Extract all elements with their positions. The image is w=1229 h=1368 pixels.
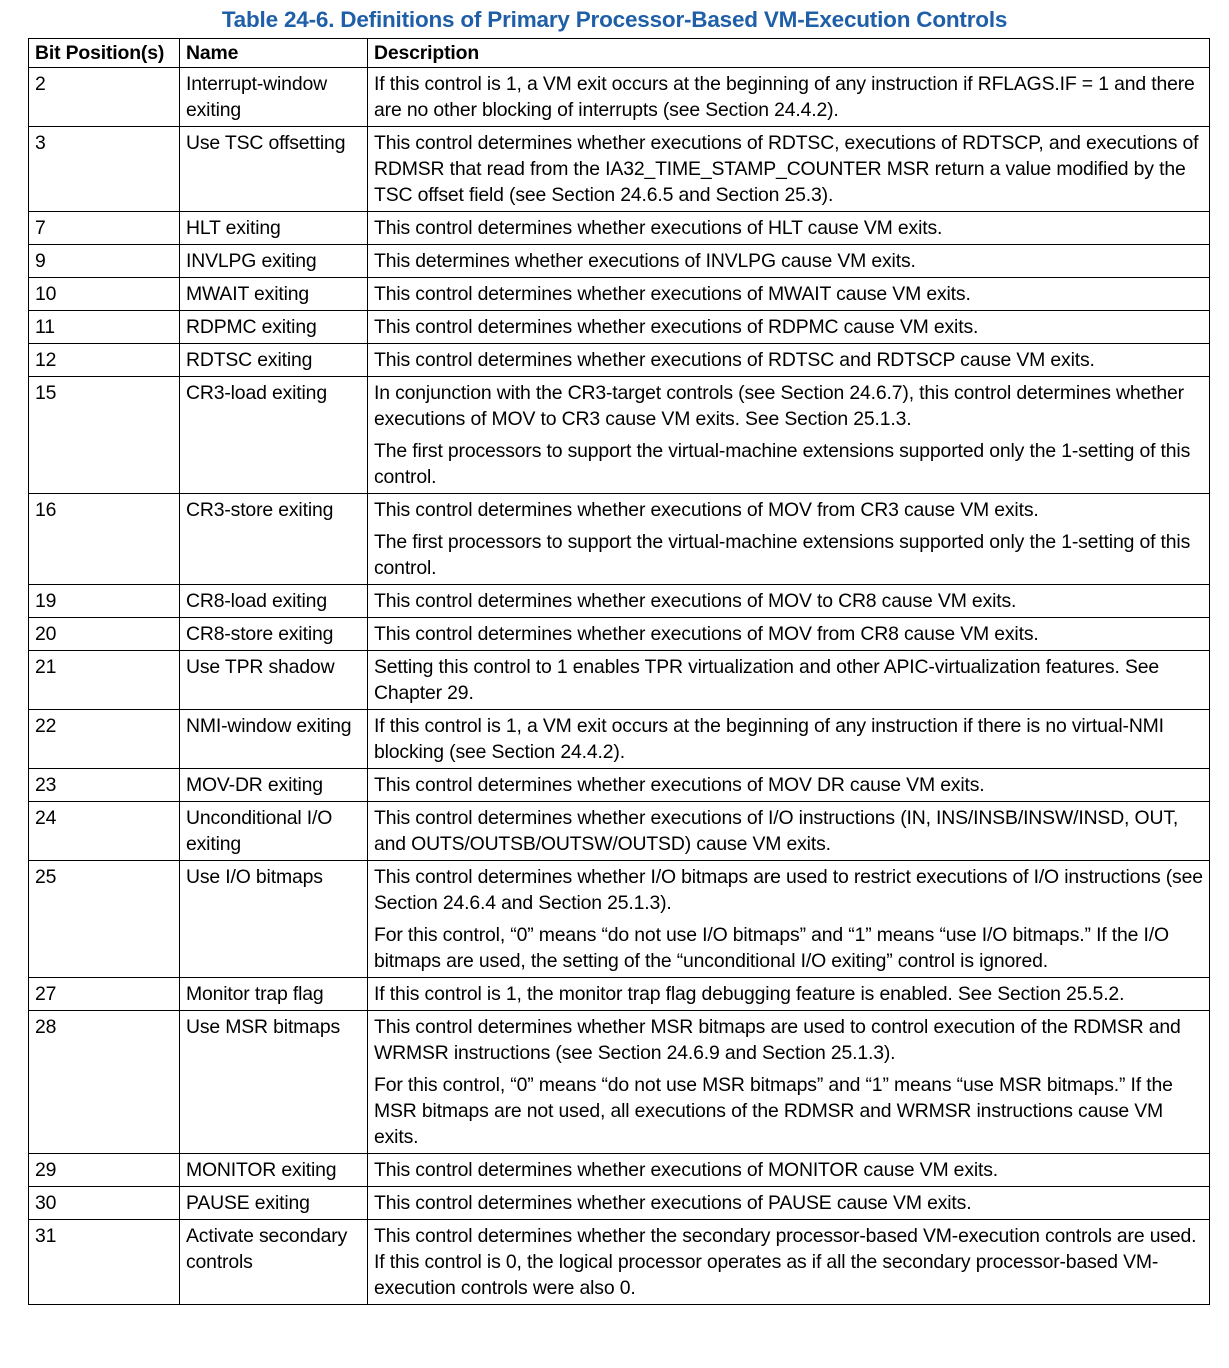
description-cell [368, 1011, 1210, 1154]
bit-position-cell: 22 [29, 710, 180, 769]
description-cell [368, 978, 1210, 1011]
table-row [29, 1011, 1210, 1154]
description-paragraph: This control determines whether executions of HLT cause VM exits. [374, 217, 943, 239]
description-paragraph: This control determines whether the secondary processor-based VM-execution controls are used. If this control is 0, the logical processor operates as if all the secondary processor-based VM-execution controls were also 0. [374, 1225, 1197, 1299]
bit-position-cell: 10 [29, 278, 180, 311]
table-row [29, 585, 1210, 618]
description-paragraph: If this control is 1, a VM exit occurs at the beginning of any instruction if RFLAGS.IF = 1 and there are no other blocking of interrupts (see Section 24.4.2). [374, 73, 1195, 121]
bit-position-cell: 15 [29, 377, 180, 494]
table-row [29, 68, 1210, 127]
table-row [29, 377, 1210, 494]
control-name-cell: RDPMC exiting [180, 311, 368, 344]
control-name-cell: CR8-store exiting [180, 618, 368, 651]
table-row [29, 212, 1210, 245]
table-row [29, 127, 1210, 212]
table-row [29, 245, 1210, 278]
control-name-cell: HLT exiting [180, 212, 368, 245]
bit-position-cell: 27 [29, 978, 180, 1011]
description-paragraph: If this control is 1, the monitor trap flag debugging feature is enabled. See Section 25.5.2. [374, 983, 1125, 1005]
description-cell [368, 710, 1210, 769]
table-row [29, 618, 1210, 651]
bit-position-cell: 19 [29, 585, 180, 618]
control-name-cell: CR3-store exiting [180, 494, 368, 585]
description-cell [368, 311, 1210, 344]
control-name-cell: Use I/O bitmaps [180, 861, 368, 978]
table-row [29, 861, 1210, 978]
description-paragraph: The first processors to support the virtual-machine extensions supported only the 1-setting of this control. [374, 440, 1191, 488]
description-paragraph: This control determines whether MSR bitmaps are used to control execution of the RDMSR and WRMSR instructions (see Section 24.6.9 and Section 25.1.3). [374, 1016, 1181, 1064]
bit-position-cell: 2 [29, 68, 180, 127]
description-cell [368, 245, 1210, 278]
bit-position-cell: 29 [29, 1154, 180, 1187]
table-row [29, 769, 1210, 802]
bit-position-cell: 30 [29, 1187, 180, 1220]
table-row [29, 1154, 1210, 1187]
control-name-cell: INVLPG exiting [180, 245, 368, 278]
vm-execution-controls-table [28, 38, 1210, 1305]
control-name-cell: Interrupt-window exiting [180, 68, 368, 127]
control-name-cell: MOV-DR exiting [180, 769, 368, 802]
description-cell [368, 377, 1210, 494]
bit-position-cell: 9 [29, 245, 180, 278]
bit-position-cell: 11 [29, 311, 180, 344]
table-caption: Table 24-6. Definitions of Primary Processor-Based VM-Execution Controls [221, 7, 1008, 32]
description-paragraph: In conjunction with the CR3-target controls (see Section 24.6.7), this control determines whether executions of MOV to CR3 cause VM exits. See Section 25.1.3. [374, 382, 1184, 430]
table-row [29, 278, 1210, 311]
control-name-cell: PAUSE exiting [180, 1187, 368, 1220]
description-cell [368, 1187, 1210, 1220]
description-paragraph: This control determines whether executions of MOV DR cause VM exits. [374, 774, 985, 796]
header-row [29, 39, 1210, 68]
description-paragraph: For this control, “0” means “do not use MSR bitmaps” and “1” means “use MSR bitmaps.” If the MSR bitmaps are not used, all executions of the RDMSR and WRMSR instructions cause VM exits. [374, 1074, 1173, 1148]
column-header-description: Description [368, 39, 1210, 68]
description-cell [368, 585, 1210, 618]
description-paragraph: This control determines whether executions of I/O instructions (IN, INS/INSB/INSW/INSD, OUT, and OUTS/OUTSB/OUTSW/OUTSD) cause VM exits. [374, 807, 1179, 855]
description-paragraph: This control determines whether executions of RDTSC and RDTSCP cause VM exits. [374, 349, 1095, 371]
control-name-cell: CR8-load exiting [180, 585, 368, 618]
control-name-cell: MWAIT exiting [180, 278, 368, 311]
bit-position-cell: 16 [29, 494, 180, 585]
bit-position-cell: 7 [29, 212, 180, 245]
description-paragraph: If this control is 1, a VM exit occurs at the beginning of any instruction if there is no virtual-NMI blocking (see Section 24.4.2). [374, 715, 1164, 763]
description-paragraph: This control determines whether executions of RDTSC, executions of RDTSCP, and executions of RDMSR that read from the IA32_TIME_STAMP_COUNTER MSR return a value modified by the TSC offset field (see Section 24.6.5 and Section 25.3). [374, 132, 1199, 206]
description-cell [368, 127, 1210, 212]
table-row [29, 978, 1210, 1011]
table-row [29, 1220, 1210, 1305]
table-row [29, 802, 1210, 861]
bit-position-cell: 21 [29, 651, 180, 710]
description-paragraph: The first processors to support the virtual-machine extensions supported only the 1-setting of this control. [374, 531, 1191, 579]
description-paragraph: This control determines whether executions of RDPMC cause VM exits. [374, 316, 979, 338]
control-name-cell: Use TPR shadow [180, 651, 368, 710]
bit-position-cell: 12 [29, 344, 180, 377]
description-cell [368, 651, 1210, 710]
description-paragraph: Setting this control to 1 enables TPR virtualization and other APIC-virtualization features. See Chapter 29. [374, 656, 1159, 704]
table-row [29, 651, 1210, 710]
description-paragraph: This control determines whether executions of MONITOR cause VM exits. [374, 1159, 999, 1181]
description-cell [368, 861, 1210, 978]
table-row [29, 311, 1210, 344]
description-cell [368, 618, 1210, 651]
bit-position-cell: 31 [29, 1220, 180, 1305]
control-name-cell: Use MSR bitmaps [180, 1011, 368, 1154]
control-name-cell: Unconditional I/O exiting [180, 802, 368, 861]
bit-position-cell: 28 [29, 1011, 180, 1154]
description-cell [368, 68, 1210, 127]
description-paragraph: This control determines whether I/O bitmaps are used to restrict executions of I/O instructions (see Section 24.6.4 and Section 25.1.3). [374, 866, 1203, 914]
description-paragraph: This control determines whether executions of MWAIT cause VM exits. [374, 283, 971, 305]
table-row [29, 344, 1210, 377]
description-paragraph: This control determines whether executions of PAUSE cause VM exits. [374, 1192, 972, 1214]
description-paragraph: This control determines whether executions of MOV from CR3 cause VM exits. [374, 499, 1039, 521]
bit-position-cell: 20 [29, 618, 180, 651]
control-name-cell: Use TSC offsetting [180, 127, 368, 212]
description-cell [368, 802, 1210, 861]
description-paragraph: This control determines whether executions of MOV from CR8 cause VM exits. [374, 623, 1039, 645]
description-paragraph: This control determines whether executions of MOV to CR8 cause VM exits. [374, 590, 1017, 612]
control-name-cell: Activate secondary controls [180, 1220, 368, 1305]
bit-position-cell: 3 [29, 127, 180, 212]
bit-position-cell: 23 [29, 769, 180, 802]
table-body [29, 68, 1210, 1305]
description-paragraph: For this control, “0” means “do not use I/O bitmaps” and “1” means “use I/O bitmaps.” If the I/O bitmaps are used, the setting of the “unconditional I/O exiting” control is ignored. [374, 924, 1169, 972]
column-header-name: Name [180, 39, 368, 68]
description-paragraph: This determines whether executions of INVLPG cause VM exits. [374, 250, 916, 272]
description-cell [368, 212, 1210, 245]
description-cell [368, 769, 1210, 802]
description-cell [368, 1154, 1210, 1187]
table-row [29, 1187, 1210, 1220]
description-cell [368, 1220, 1210, 1305]
bit-position-cell: 24 [29, 802, 180, 861]
control-name-cell: Monitor trap flag [180, 978, 368, 1011]
description-cell [368, 278, 1210, 311]
table-row [29, 494, 1210, 585]
table-row [29, 710, 1210, 769]
control-name-cell: MONITOR exiting [180, 1154, 368, 1187]
description-cell [368, 494, 1210, 585]
bit-position-cell: 25 [29, 861, 180, 978]
control-name-cell: CR3-load exiting [180, 377, 368, 494]
description-cell [368, 344, 1210, 377]
control-name-cell: NMI-window exiting [180, 710, 368, 769]
column-header-bit-position: Bit Position(s) [29, 39, 180, 68]
control-name-cell: RDTSC exiting [180, 344, 368, 377]
